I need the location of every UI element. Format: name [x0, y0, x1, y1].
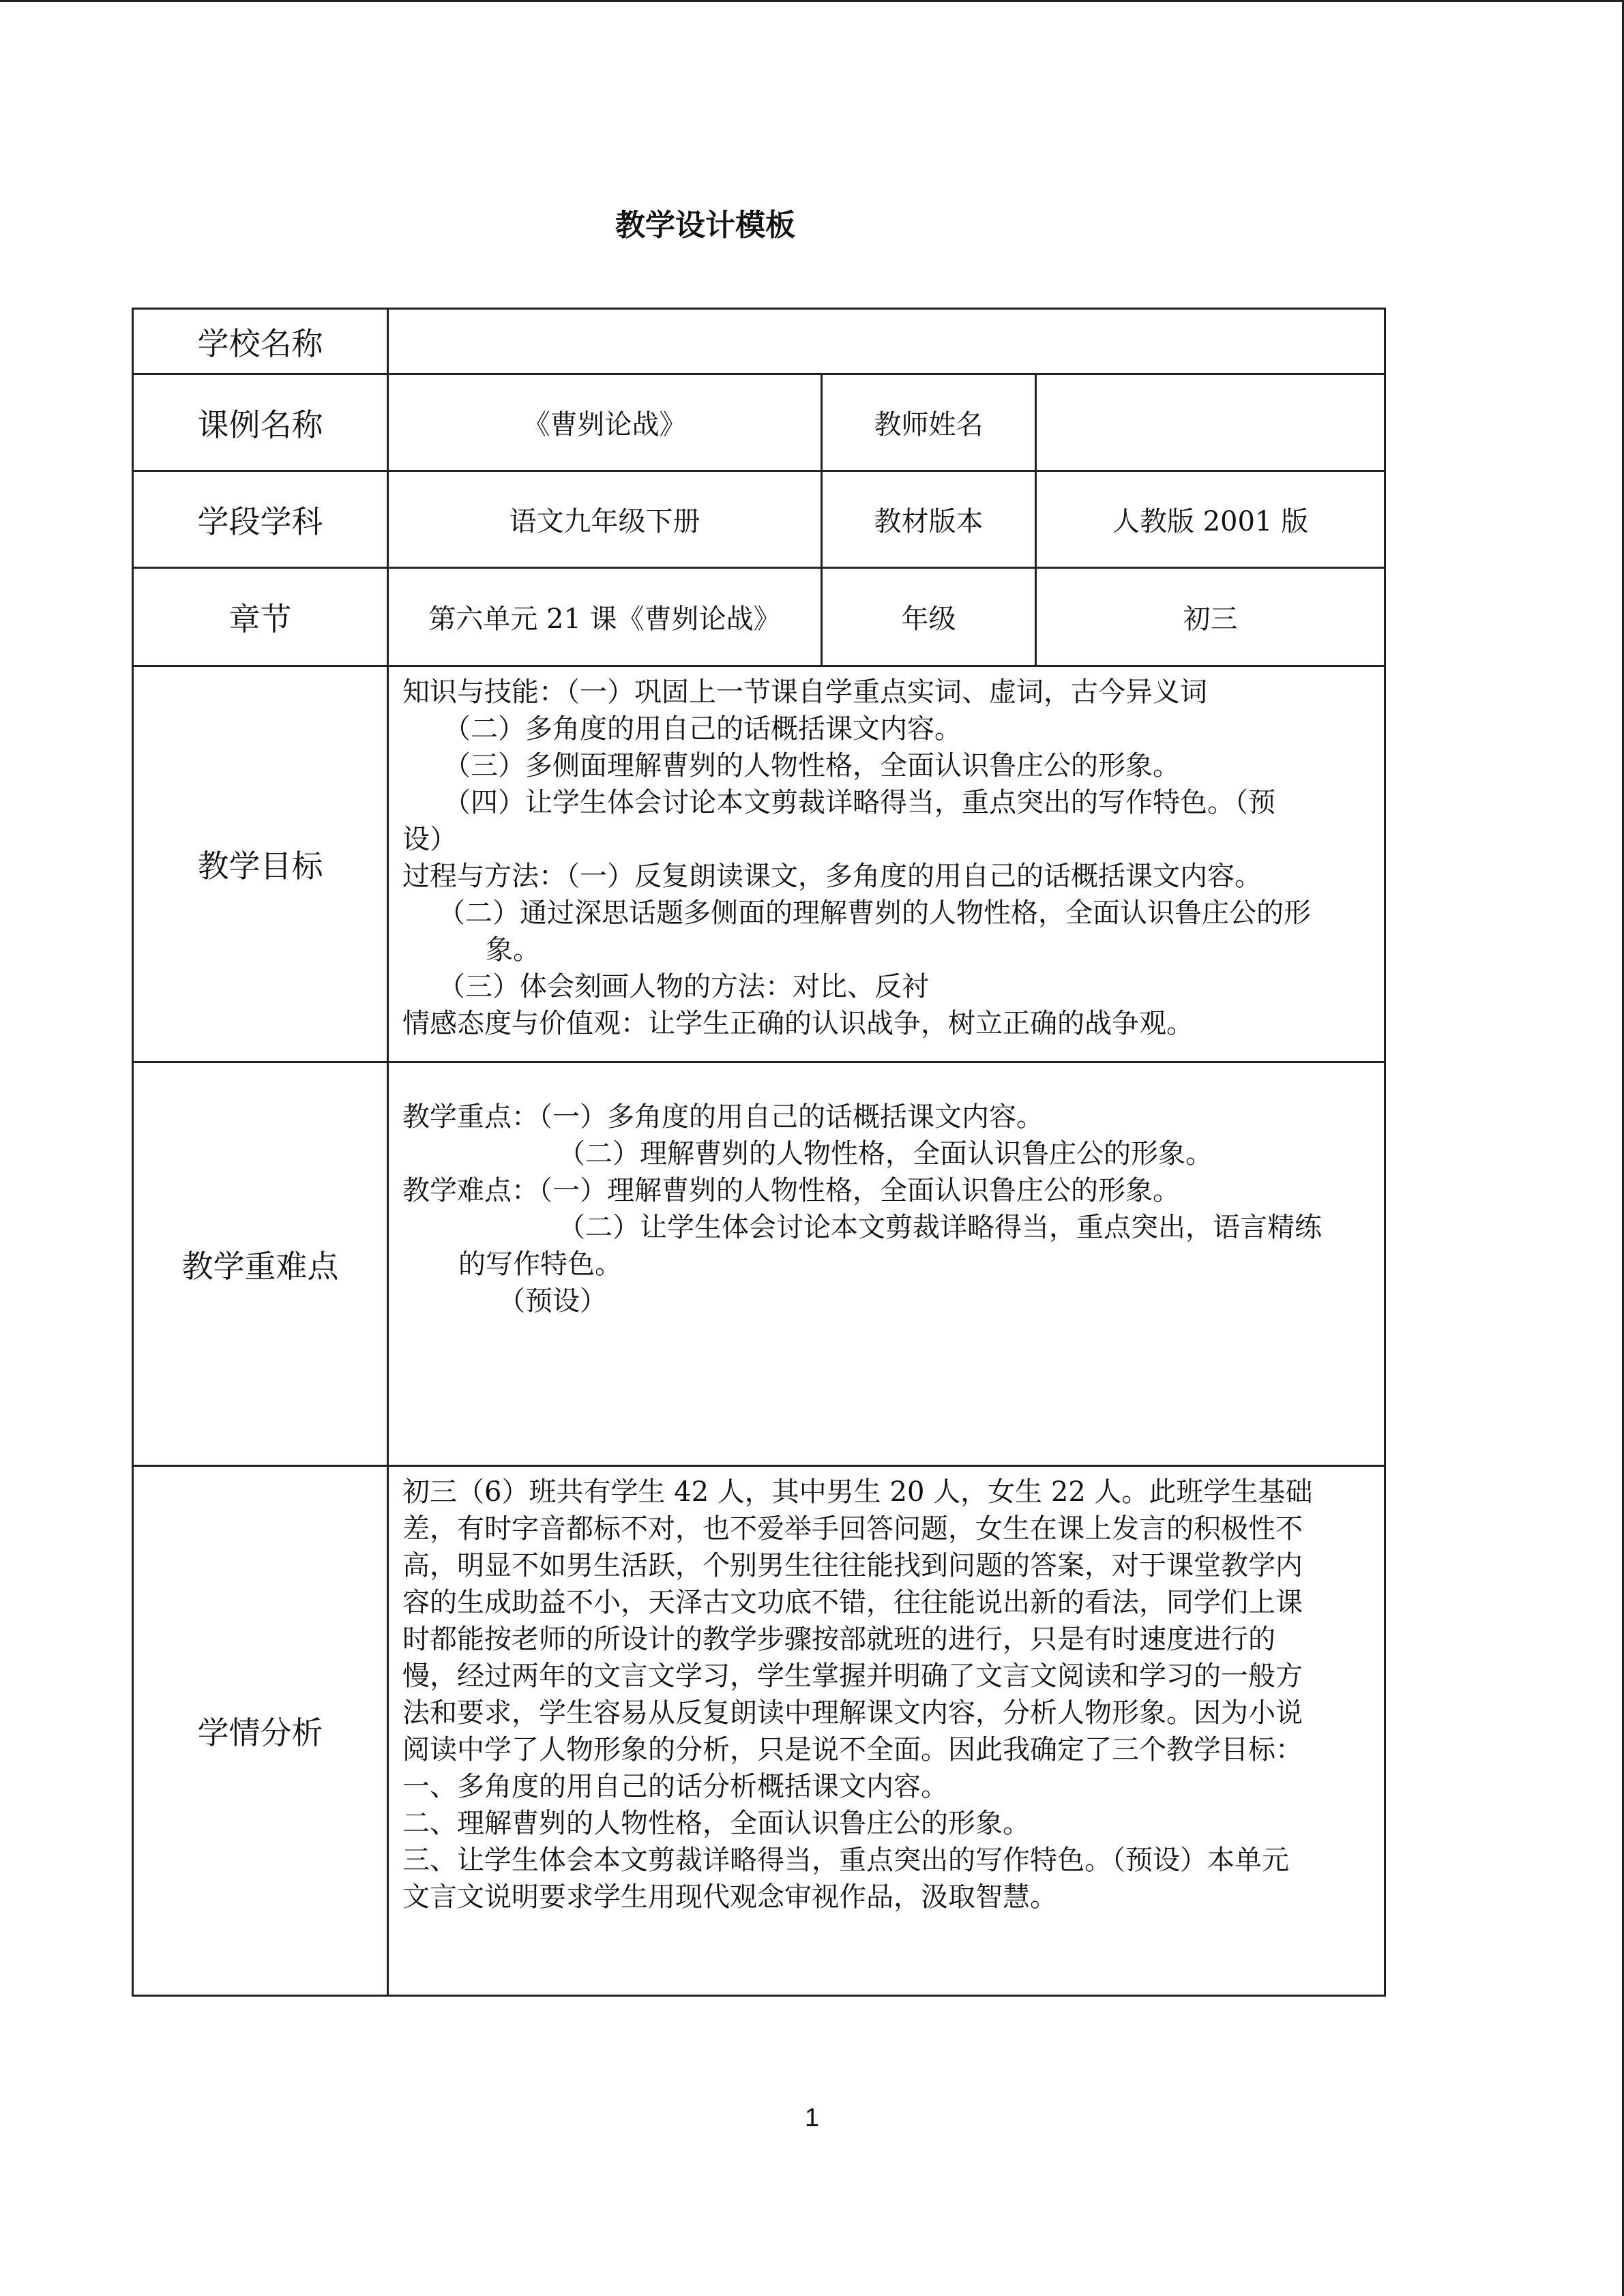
objectives-line: （三）多侧面理解曹刿的人物性格，全面认识鲁庄公的形象。 — [443, 750, 1180, 781]
objectives-line: 情感态度与价值观：让学生正确的认识战争，树立正确的战争观。 — [402, 1008, 1194, 1039]
key-points-line: 教学难点：（一）理解曹刿的人物性格，全面认识鲁庄公的形象。 — [402, 1175, 1180, 1206]
key-points-content[interactable] — [388, 1062, 1385, 1466]
analysis-line: 差，有时字音都标不对，也不爱举手回答问题，女生在课上发言的积极性不 — [402, 1513, 1303, 1545]
key-points-line: （二）让学生体会讨论本文剪裁详略得当，重点突出，语言精练 — [558, 1212, 1322, 1243]
teacher-name-label: 教师姓名 — [822, 374, 1036, 471]
key-points-line: 教学重点：（一）多角度的用自己的话概括课文内容。 — [402, 1101, 1044, 1133]
analysis-line: 文言文说明要求学生用现代观念审视作品，汲取智慧。 — [402, 1881, 1057, 1913]
objectives-line: （二）通过深思话题多侧面的理解曹刿的人物性格，全面认识鲁庄公的形 — [438, 897, 1311, 929]
analysis-line: 一、多角度的用自己的话分析概括课文内容。 — [402, 1771, 948, 1802]
subject-label: 学段学科 — [133, 471, 388, 568]
row-objectives — [133, 666, 1385, 1062]
analysis-label: 学情分析 — [133, 1466, 388, 1996]
textbook-edition-label: 教材版本 — [822, 471, 1036, 568]
chapter-value[interactable]: 第六单元 21 课《曹刿论战》 — [388, 568, 822, 666]
page-number: 1 — [804, 2104, 820, 2132]
school-name-value[interactable] — [388, 309, 1385, 374]
row-school — [133, 309, 1385, 374]
row-lesson — [133, 374, 1385, 471]
lesson-name-value[interactable]: 《曹刿论战》 — [388, 374, 822, 471]
objectives-line: （三）体会刻画人物的方法：对比、反衬 — [438, 971, 929, 1002]
analysis-line: 阅读中学了人物形象的分析，只是说不全面。因此我确定了三个教学目标： — [402, 1734, 1303, 1765]
chapter-label: 章节 — [133, 568, 388, 666]
key-points-line: （二）理解曹刿的人物性格，全面认识鲁庄公的形象。 — [558, 1138, 1213, 1169]
objectives-line: 过程与方法：（一）反复朗读课文，多角度的用自己的话概括课文内容。 — [402, 861, 1262, 892]
row-subject — [133, 471, 1385, 568]
page-border-top — [0, 0, 1624, 2]
row-chapter — [133, 568, 1385, 666]
analysis-line: 时都能按老师的所设计的教学步骤按部就班的进行，只是有时速度进行的 — [402, 1624, 1275, 1655]
analysis-line: 初三（6）班共有学生 42 人，其中男生 20 人，女生 22 人。此班学生基础 — [402, 1476, 1313, 1508]
lesson-name-label: 课例名称 — [133, 374, 388, 471]
key-points-line: （预设） — [498, 1285, 607, 1317]
objectives-label: 教学目标 — [133, 666, 388, 1062]
grade-label: 年级 — [822, 568, 1036, 666]
objectives-content[interactable] — [388, 666, 1385, 1062]
textbook-edition-value[interactable]: 人教版 2001 版 — [1036, 471, 1385, 568]
objectives-line: （二）多角度的用自己的话概括课文内容。 — [443, 713, 962, 745]
row-analysis — [133, 1466, 1385, 1996]
objectives-line: 知识与技能：（一）巩固上一节课自学重点实词、虚词，古今异义词 — [402, 676, 1207, 708]
analysis-line: 容的生成助益不小，天泽古文功底不错，往往能说出新的看法，同学们上课 — [402, 1587, 1303, 1618]
analysis-line: 二、理解曹刿的人物性格，全面认识鲁庄公的形象。 — [402, 1808, 1030, 1839]
key-points-label: 教学重难点 — [133, 1062, 388, 1466]
school-name-label: 学校名称 — [133, 309, 388, 374]
row-key-points — [133, 1062, 1385, 1466]
objectives-line: 设） — [402, 824, 457, 855]
lesson-design-table — [132, 308, 1386, 1997]
analysis-line: 慢，经过两年的文言文学习，学生掌握并明确了文言文阅读和学习的一般方 — [402, 1660, 1303, 1692]
analysis-line: 三、让学生体会本文剪裁详略得当，重点突出的写作特色。（预设）本单元 — [402, 1845, 1289, 1876]
key-points-line: 的写作特色。 — [458, 1249, 622, 1280]
teacher-name-value[interactable] — [1036, 374, 1385, 471]
analysis-line: 法和要求，学生容易从反复朗读中理解课文内容，分析人物形象。因为小说 — [402, 1697, 1303, 1729]
analysis-content[interactable] — [388, 1466, 1385, 1996]
document-title: 教学设计模板 — [615, 208, 795, 243]
subject-value[interactable]: 语文九年级下册 — [388, 471, 822, 568]
objectives-line: （四）让学生体会讨论本文剪裁详略得当，重点突出的写作特色。（预 — [443, 787, 1275, 818]
grade-value[interactable]: 初三 — [1036, 568, 1385, 666]
analysis-line: 高，明显不如男生活跃，个别男生往往能找到问题的答案，对于课堂教学内 — [402, 1550, 1303, 1581]
objectives-line: 象。 — [486, 934, 540, 966]
